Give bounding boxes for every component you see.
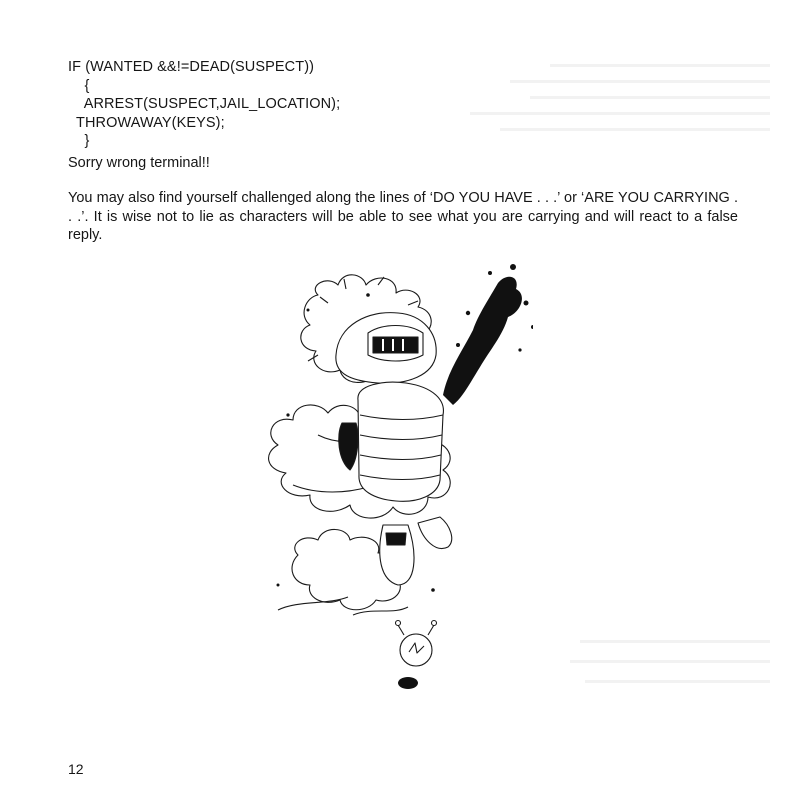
robot-foot: [418, 517, 452, 548]
small-droid: [396, 621, 437, 690]
robot-arm: [339, 423, 358, 470]
robot-character-in-smoke-icon: [258, 255, 533, 715]
challenge-paragraph: You may also find yourself challenged along the lines of ‘DO YOU HAVE . . .’ or ‘ARE YOU CARRYING . . .’. It is wise not to lie as characters will be able to see what you are carrying and will react to a false reply.: [68, 190, 738, 243]
robot-body: [358, 382, 444, 501]
code-line: IF (WANTED &&!=DEAD(SUSPECT)): [68, 59, 315, 75]
code-line: }: [68, 133, 90, 149]
code-line: {: [68, 77, 90, 94]
code-line: THROWAWAY(KEYS);: [68, 114, 225, 131]
page-number: 12: [68, 761, 84, 777]
smoke-plume: [443, 277, 522, 405]
sorry-text: Sorry wrong terminal!!: [68, 155, 210, 171]
code-snippet: [68, 58, 340, 151]
code-line: ARREST(SUSPECT,JAIL_LOCATION);: [68, 96, 341, 112]
